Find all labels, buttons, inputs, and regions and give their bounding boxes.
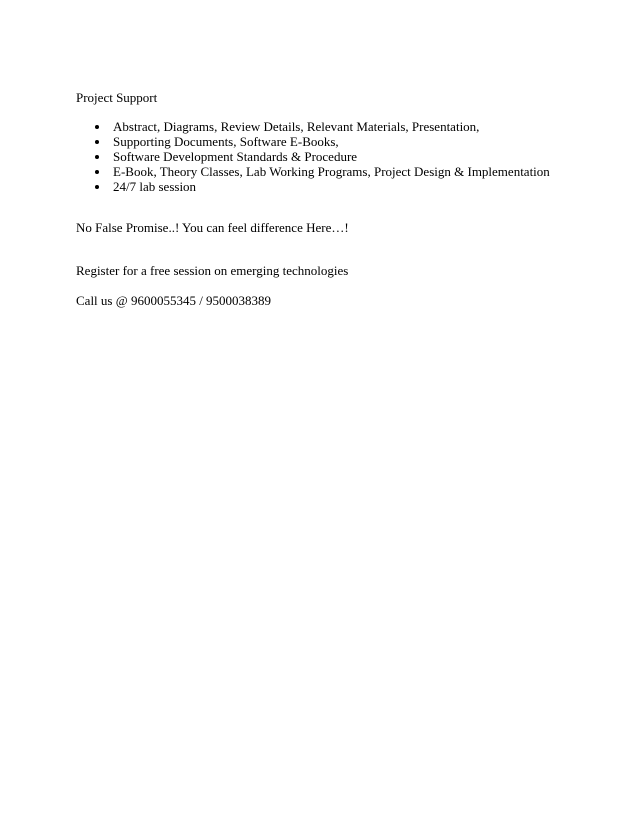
list-item [76, 164, 550, 179]
list-item [76, 119, 550, 134]
register-text: Register for a free session on emerging technologies [76, 263, 349, 278]
list-item [76, 149, 550, 164]
list-item [76, 134, 550, 149]
list-item-text: Supporting Documents, Software E-Books, [113, 134, 339, 149]
list-item-text: Abstract, Diagrams, Review Details, Relevant Materials, Presentation, [113, 119, 480, 134]
bullet-icon [95, 125, 99, 129]
list-item-text: 24/7 lab session [113, 179, 197, 194]
list-item [76, 179, 550, 194]
bullet-icon [95, 155, 99, 159]
bullet-icon [95, 185, 99, 189]
list-item-text: Software Development Standards & Procedure [113, 149, 358, 164]
list-item-text: E-Book, Theory Classes, Lab Working Programs, Project Design & Implementation [113, 164, 550, 179]
contact-text: Call us @ 9600055345 / 9500038389 [76, 293, 272, 308]
bullet-icon [95, 170, 99, 174]
bullet-icon [95, 140, 99, 144]
support-list [76, 119, 550, 194]
section-heading: Project Support [76, 90, 158, 105]
promise-text: No False Promise..! You can feel difference Here…! [76, 220, 349, 235]
